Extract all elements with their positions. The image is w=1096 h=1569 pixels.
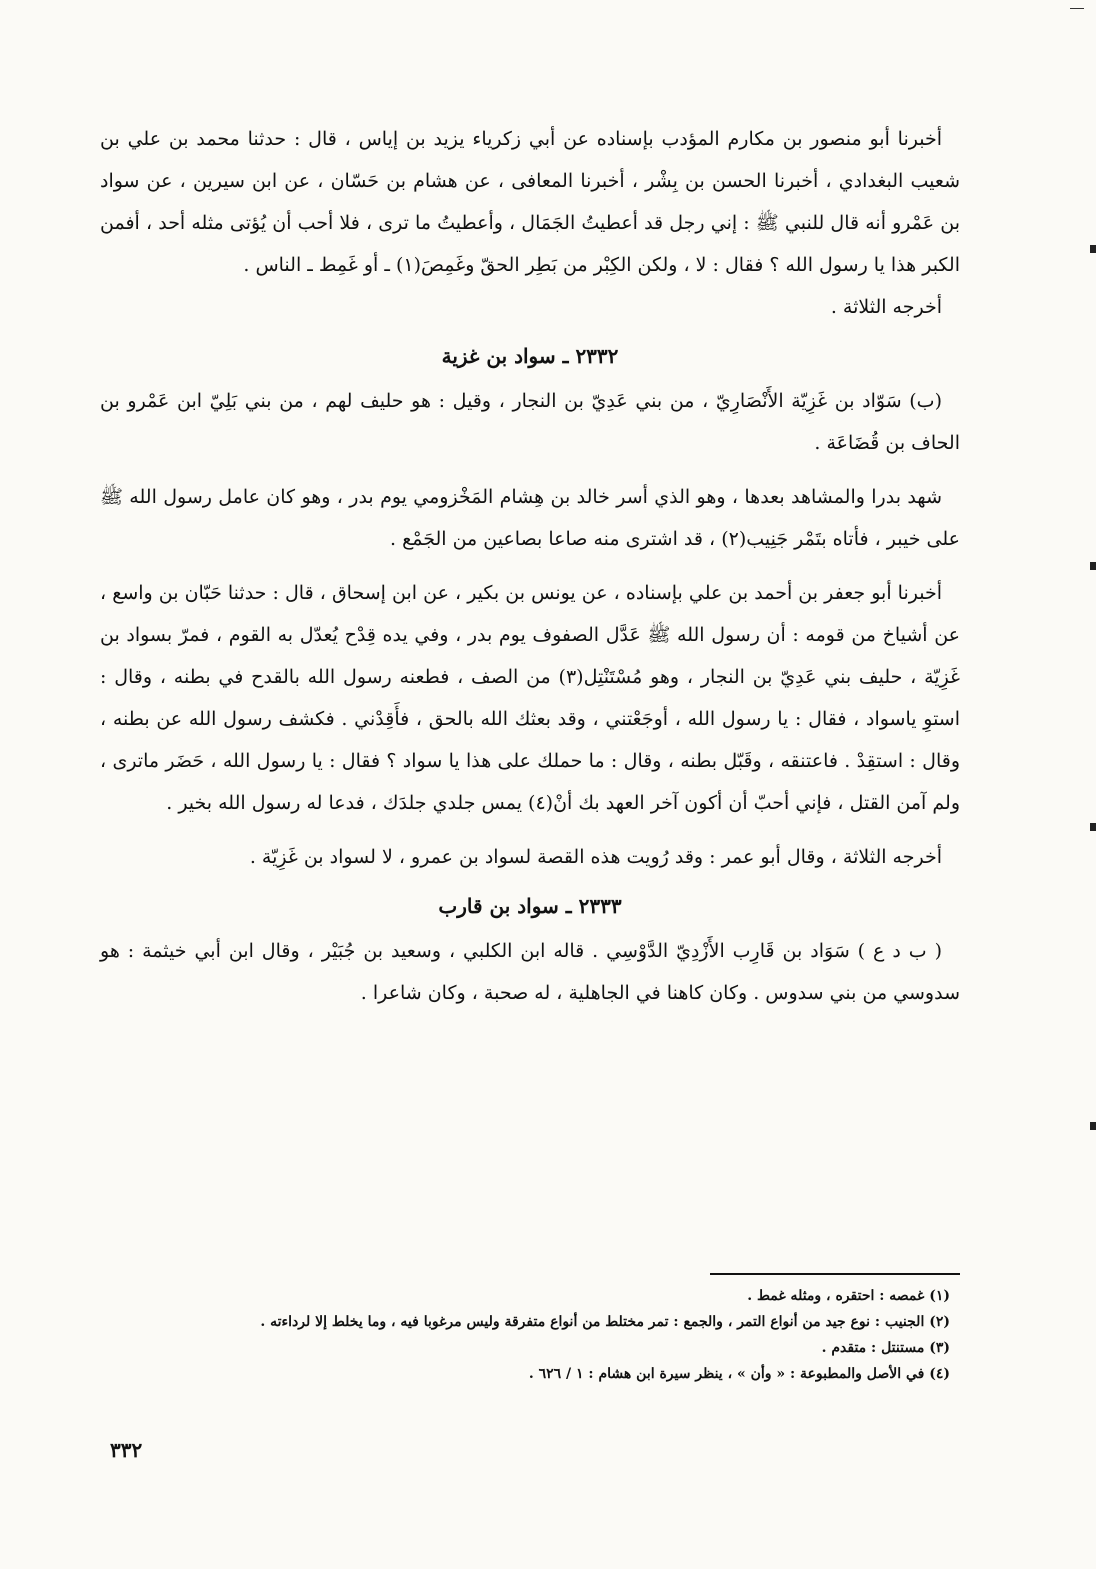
- page-number: ٣٣٢: [110, 1438, 143, 1462]
- page-body: [100, 118, 960, 1014]
- paragraph: ( ب د ع ) سَوَاد بن قَارِب الأَزْدِيّ الدَّوْسِي . قاله ابن الكلبي ، وسعيد بن جُبَيْر ، وقال ابن أبي خيثمة : هو سدوسي من بني سدوس . وكان كاهنا في الجاهلية ، له صحبة ، وكان شاعرا .: [100, 940, 960, 1004]
- margin-mark: [1090, 245, 1096, 253]
- paragraph: أخرجه الثلاثة .: [830, 296, 942, 318]
- footnote: (٣) مستنتل : متقدم .: [821, 1340, 950, 1356]
- footnotes: [100, 1283, 960, 1387]
- margin-mark: [1090, 562, 1096, 570]
- footnote: (١) غمصه : احتقره ، ومثله غمط .: [747, 1288, 950, 1304]
- section-heading: ٢٣٣٣ ـ سواد بن قارب: [438, 894, 622, 918]
- paragraph: أخبرنا أبو جعفر بن أحمد بن علي بإسناده ، عن يونس بن بكير ، عن ابن إسحاق ، قال : حدثنا حَبّان بن واسع ، عن أشياخ من قومه : أن رسول الله ﷺ عَدَّل الصفوف يوم بدر ، وفي يده قِدْح يُعدّل به القوم ، فمرّ بسواد بن غَزِيّة ، حليف بني عَدِيّ بن النجار ، وهو مُسْتَنْتِل(٣) من الصف ، فطعنه رسول الله بالقدح في بطنه ، وقال : استوِ ياسواد ، فقال : يا رسول الله ، أوجَعْتني ، وقد بعثك الله بالحق ، فأَقِدْني . فكشف رسول الله عن بطنه ، وقال : استقِدْ . فاعتنقه ، وقَبّل بطنه ، وقال : ما حملك على هذا يا سواد ؟ فقال : يا رسول الله ، حَضَر ماترى ، ولم آمن القتل ، فإني أحبّ أن أكون آخر العهد بك أنْ(٤) يمس جلدي جلدَك ، فدعا له رسول الله بخير .: [100, 582, 960, 814]
- section-heading: ٢٣٣٢ ـ سواد بن غزية: [441, 344, 619, 368]
- edge-dash: [1070, 8, 1084, 9]
- footnote: (٤) في الأصل والمطبوعة : « وأن » ، ينظر سيرة ابن هشام : ١ / ٦٢٦ .: [528, 1366, 950, 1382]
- paragraph: أخرجه الثلاثة ، وقال أبو عمر : وقد رُويت هذه القصة لسواد بن عمرو ، لا لسواد بن غَزِيّة .: [249, 846, 942, 868]
- margin-mark: [1090, 1122, 1096, 1130]
- margin-mark: [1090, 823, 1096, 831]
- footnote: (٢) الجنيب : نوع جيد من أنواع التمر ، والجمع : تمر مختلط من أنواع متفرقة وليس مرغوبا فيه ، وما يخلط إلا لرداءته .: [260, 1314, 950, 1330]
- paragraph: (ب) سَوّاد بن غَزِيّة الأَنْصَارِيّ ، من بني عَدِيّ بن النجار ، وقيل : هو حليف لهم ، من بني بَلِيّ ابن عَمْرو بن الحاف بن قُضَاعَة .: [100, 390, 960, 454]
- paragraph: شهد بدرا والمشاهد بعدها ، وهو الذي أسر خالد بن هِشام المَخْزومي يوم بدر ، وهو كان عامل رسول الله ﷺ على خيبر ، فأتاه بتَمْر جَنِيب(٢) ، قد اشترى منه صاعا بصاعين من الجَمْع .: [100, 486, 960, 550]
- footnote-rule: [710, 1273, 960, 1275]
- paragraph: أخبرنا أبو منصور بن مكارم المؤدب بإسناده عن أبي زكرياء يزيد بن إياس ، قال : حدثنا محمد بن علي بن شعيب البغدادي ، أخبرنا الحسن بن بِشْر ، أخبرنا المعافى ، عن هشام بن حَسّان ، عن ابن سيرين ، عن سواد بن عَمْرو أنه قال للنبي ﷺ : إني رجل قد أعطيتُ الجَمَال ، وأعطيتُ ما ترى ، فلا أحب أن يُؤتى مثله أحد ، أفمن الكبر هذا يا رسول الله ؟ فقال : لا ، ولكن الكِبْر من بَطِر الحقّ وغَمِصَ(١) ـ أو غَمِط ـ الناس .: [100, 128, 960, 276]
